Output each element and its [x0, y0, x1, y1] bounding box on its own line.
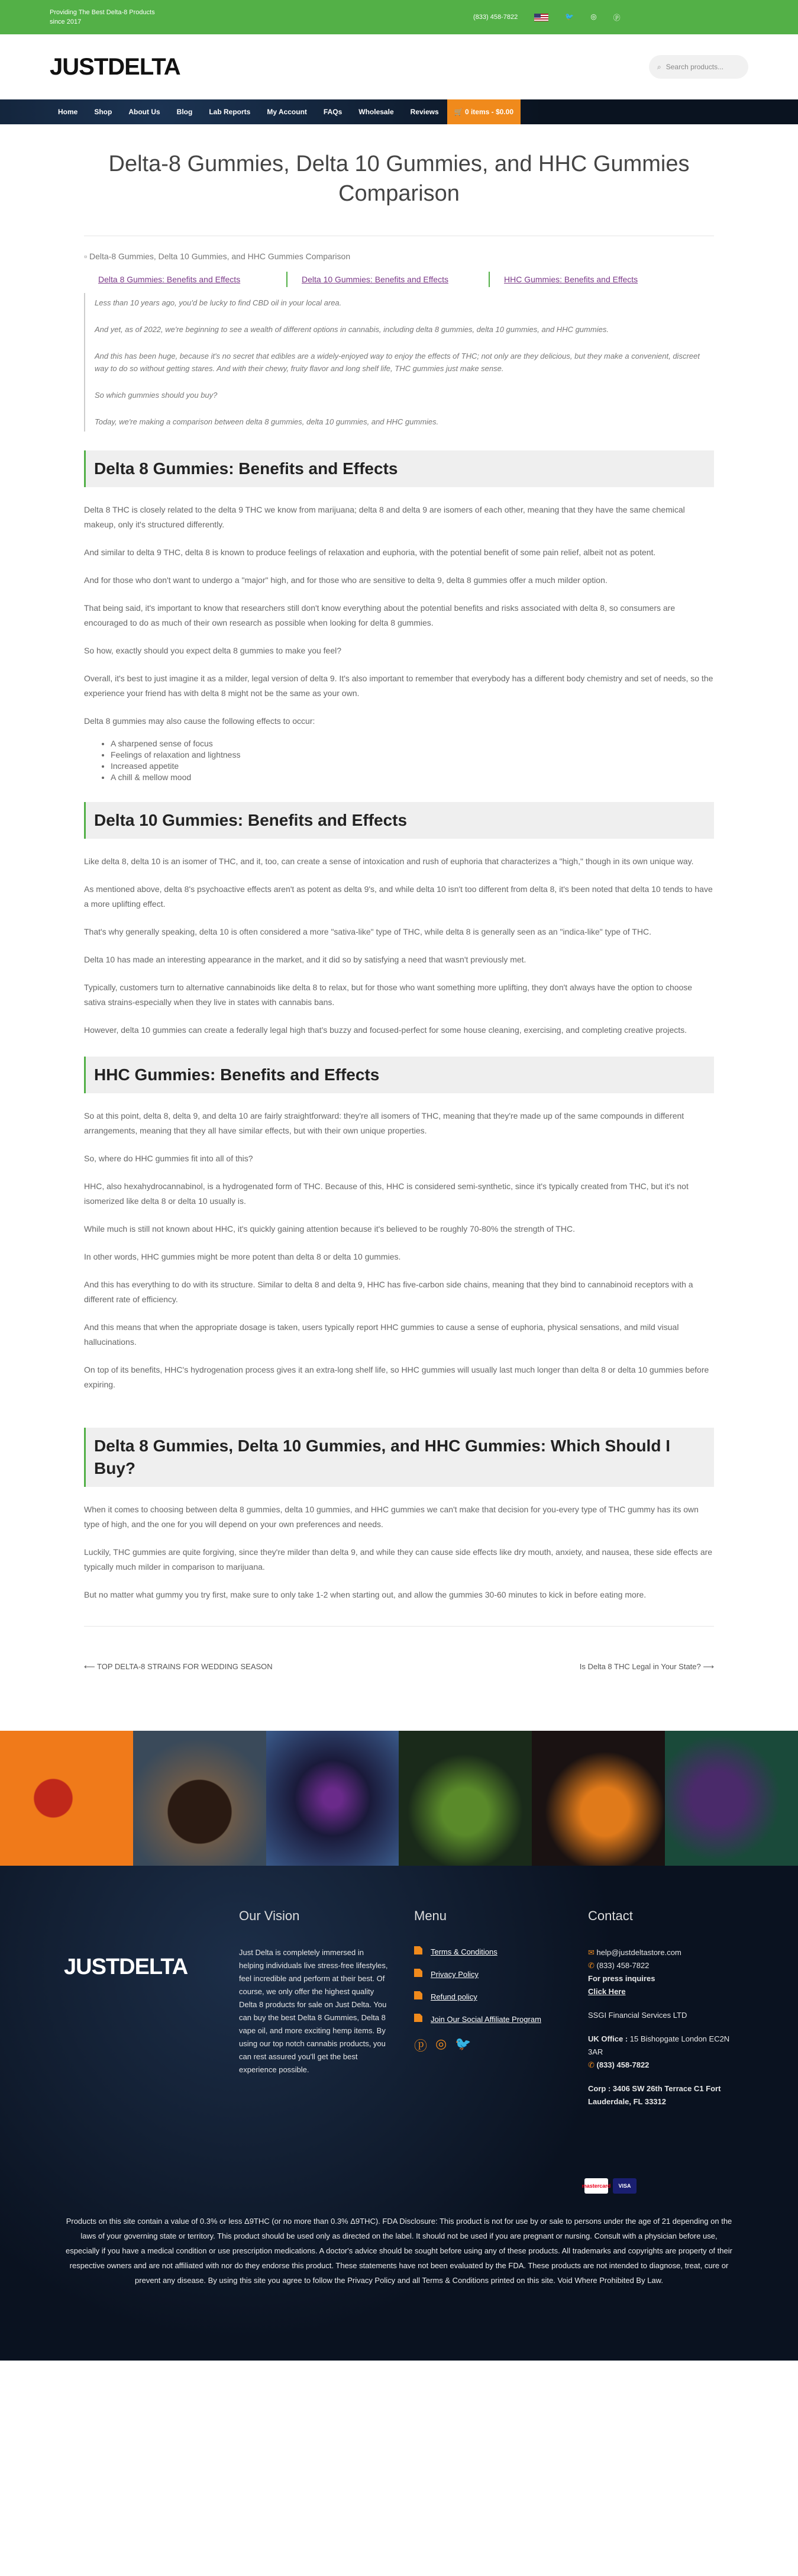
- cart-button[interactable]: [447, 99, 521, 124]
- top-phone[interactable]: (833) 458-7822: [473, 14, 518, 21]
- nav-wholesale[interactable]: Wholesale: [358, 108, 394, 116]
- section-heading: Delta 8 Gummies: Benefits and Effects: [84, 450, 714, 487]
- intro-p3: And this has been huge, because it's no secret that edibles are a widely-enjoyed way to enjoy the effects of THC; not only are they delicious, but they make a convenient, discreet way to do so without getting stares. And with their chewy, fruity flavor and long shelf life, THC gummies just make sense.: [95, 352, 700, 373]
- paragraph: Delta 8 gummies may also cause the following effects to occur:: [84, 716, 315, 726]
- document-icon: [414, 1946, 422, 1954]
- list-item: • A sharpened sense of focus: [111, 738, 714, 749]
- paragraph: While much is still not known about HHC, it's quickly gaining attention because it's believed to be roughly 70-80% the strength of THC.: [84, 1224, 575, 1234]
- paragraph: Typically, customers turn to alternative cannabinoids like delta 8 to relax, but for those who want something more uplifting, they don't always have the option to choose sativa strains-especially when they live in states with cannabis bans.: [84, 983, 693, 1007]
- gallery-image[interactable]: [133, 1731, 266, 1866]
- search-box[interactable]: [649, 55, 748, 79]
- paragraph: And similar to delta 9 THC, delta 8 is known to produce feelings of relaxation and euphoria, with the potential benefit of some pain relief, albeit not as potent.: [84, 548, 656, 557]
- section-delta-10: [84, 802, 714, 1038]
- twitter-icon[interactable]: 🐦: [455, 2036, 471, 2051]
- section-delta-8: [84, 450, 714, 783]
- arrow-right-icon: ⟶: [700, 1662, 714, 1671]
- logo[interactable]: JUSTDELTA: [50, 53, 180, 80]
- paragraph: When it comes to choosing between delta 8 gummies, delta 10 gummies, and HHC gummies we can't make that decision for you-every type of THC gummy has its own type of high, and the one for you will depend on your own preferences and needs.: [84, 1505, 699, 1529]
- footer-heading: Menu: [414, 1908, 447, 1923]
- paragraph: Delta 10 has made an interesting appearance in the market, and it did so by satisfying a need that wasn't previously met.: [84, 955, 526, 964]
- contact-phone[interactable]: (833) 458-7822: [596, 1961, 650, 1970]
- list-item: • Feelings of relaxation and lightness: [111, 749, 714, 761]
- paragraph: And this means that when the appropriate dosage is taken, users typically report HHC gummies to cause a sense of euphoria, physical sensations, and mild visual hallucinations.: [84, 1322, 679, 1347]
- cart-label: 0 items - $0.00: [464, 108, 513, 116]
- document-icon: [414, 1991, 422, 1999]
- prev-post-link[interactable]: [84, 1662, 273, 1672]
- pinterest-icon[interactable]: ⓟ: [613, 13, 621, 22]
- paragraph: So, where do HHC gummies fit into all of this?: [84, 1154, 253, 1163]
- site-header: [0, 34, 798, 99]
- paragraph: So at this point, delta 8, delta 9, and delta 10 are fairly straightforward: they're all isomers of THC, meaning that they're made up of the same compounds in different arrangements, meaning that they all have similar effects, but with their own unique properties.: [84, 1111, 684, 1135]
- next-post-link[interactable]: [580, 1662, 714, 1672]
- uk-phone[interactable]: (833) 458-7822: [596, 2060, 650, 2069]
- paragraph: In other words, HHC gummies might be more potent than delta 8 or delta 10 gummies.: [84, 1252, 401, 1261]
- intro-p5: Today, we're making a comparison between delta 8 gummies, delta 10 gummies, and HHC gummies.: [95, 417, 439, 426]
- footer-heading: Our Vision: [239, 1908, 300, 1923]
- section-which-to-buy: [84, 1428, 714, 1602]
- payment-methods: [581, 2178, 637, 2194]
- instagram-gallery: [0, 1731, 798, 1866]
- featured-image-alt: Delta-8 Gummies, Delta 10 Gummies, and HHC Gummies Comparison: [89, 252, 351, 261]
- nav-home[interactable]: Home: [58, 108, 78, 116]
- list-item: • Increased appetite: [111, 761, 714, 772]
- section-heading: HHC Gummies: Benefits and Effects: [84, 1057, 714, 1093]
- post-navigation: [84, 1626, 714, 1672]
- section-hhc: [84, 1057, 714, 1392]
- nav-lab-reports[interactable]: Lab Reports: [209, 108, 251, 116]
- email-icon: ✉: [588, 1948, 597, 1957]
- contact-email[interactable]: help@justdeltastore.com: [596, 1948, 681, 1957]
- intro-quote: [84, 293, 714, 432]
- nav-faqs[interactable]: FAQs: [323, 108, 343, 116]
- gallery-image[interactable]: [532, 1731, 665, 1866]
- cart-icon: 🛒: [454, 108, 465, 116]
- footer-social: [414, 2036, 544, 2055]
- paragraph: But no matter what gummy you try first, make sure to only take 1-2 when starting out, and allow the gummies 30-60 minutes to kick in before eating more.: [84, 1590, 647, 1599]
- top-bar: [0, 0, 798, 34]
- section-heading: Delta 10 Gummies: Benefits and Effects: [84, 802, 714, 839]
- instagram-icon[interactable]: ◎: [435, 2036, 447, 2051]
- paragraph: That being said, it's important to know that researchers still don't know everything about the potential benefits and risks associated with delta 8, so consumers are encouraged to do as much of their own research as possible when looking for delta 8 gummies.: [84, 603, 676, 627]
- gallery-image[interactable]: [0, 1731, 133, 1866]
- footer-heading: Contact: [588, 1908, 633, 1923]
- phone-icon: ✆: [588, 1961, 597, 1970]
- paragraph: On top of its benefits, HHC's hydrogenation process gives it an extra-long shelf life, so HHC gummies will usually last much longer than delta 8 or delta 10 gummies before expiring.: [84, 1365, 709, 1389]
- document-icon: [414, 2014, 422, 2022]
- paragraph: Luckily, THC gummies are quite forgiving, since they're milder than delta 9, and while they can cause side effects like dry mouth, anxiety, and nausea, these side effects are typically much milder in comparison to marijuana.: [84, 1547, 713, 1572]
- nav-shop[interactable]: Shop: [94, 108, 112, 116]
- footer-menu: [414, 1908, 544, 2055]
- press-label: For press inquires: [588, 1974, 655, 1983]
- document-icon: [414, 1969, 422, 1977]
- twitter-icon[interactable]: 🐦: [565, 12, 574, 21]
- effects-list: [111, 738, 714, 783]
- corp-address: Corp : 3406 SW 26th Terrace C1 Fort Lauderdale, FL 33312: [588, 2084, 721, 2106]
- nav-reviews[interactable]: Reviews: [410, 108, 439, 116]
- main-nav: [0, 99, 798, 124]
- paragraph: And for those who don't want to undergo a "major" high, and for those who are sensitive to delta 9, delta 8 gummies offer a much milder option.: [84, 575, 608, 585]
- toc-delta-10[interactable]: Delta 10 Gummies: Benefits and Effects: [302, 275, 448, 284]
- paragraph: And this has everything to do with its structure. Similar to delta 8 and delta 9, HHC has five-carbon side chains, meaning that they bind to cannabinoid receptors with a different rate of efficiency.: [84, 1280, 693, 1304]
- section-heading: Delta 8 Gummies, Delta 10 Gummies, and HHC Gummies: Which Should I Buy?: [84, 1428, 714, 1487]
- search-input[interactable]: Search products...: [665, 63, 724, 71]
- intro-p2: And yet, as of 2022, we're beginning to see a wealth of different options in cannabis, including delta 8 gummies, delta 10 gummies, and HHC gummies.: [95, 325, 609, 334]
- paragraph: However, delta 10 gummies can create a federally legal high that's buzzy and focused-perfect for some house cleaning, exercising, and completing creative projects.: [84, 1025, 687, 1035]
- instagram-icon[interactable]: ◎: [590, 12, 597, 21]
- press-link[interactable]: Click Here: [588, 1987, 626, 1996]
- featured-image: [84, 250, 714, 262]
- paragraph: HHC, also hexahydrocannabinol, is a hydrogenated form of THC. Because of this, HHC is considered semi-synthetic, since it's typically created from THC, but it's not isomerized like delta 8 or delta 10 usually is.: [84, 1181, 689, 1206]
- pinterest-icon[interactable]: ⓟ: [414, 2039, 428, 2053]
- company-name: SSGI Financial Services LTD: [588, 2011, 687, 2020]
- page-title: Delta-8 Gummies, Delta 10 Gummies, and HHC Gummies Comparison: [108, 152, 690, 206]
- menu-terms[interactable]: Terms & Conditions: [431, 1947, 497, 1956]
- list-item: • A chill & mellow mood: [111, 772, 714, 783]
- phone-icon: ✆: [588, 2060, 597, 2069]
- search-icon[interactable]: ⌕: [657, 62, 661, 71]
- paragraph: As mentioned above, delta 8's psychoactive effects aren't as potent as delta 9's, and while delta 10 isn't too different from delta 8, it's been noted that delta 10 tends to have a more uplifting effect.: [84, 884, 713, 909]
- paragraph: Delta 8 THC is closely related to the delta 9 THC we know from marijuana; delta 8 and delta 9 are isomers of each other, meaning that they have the same chemical makeup, only it's structured differently.: [84, 505, 685, 529]
- toc-hhc[interactable]: HHC Gummies: Benefits and Effects: [504, 275, 638, 284]
- footer-contact: [588, 1908, 730, 2108]
- visa-icon: VISA: [613, 2178, 637, 2194]
- vision-text: Just Delta is completely immersed in helping individuals live stress-free lifestyles, feel incredible and perform at their best. Of course, we only offer the highest quality Delta 8 products for sale on Just Delta. You can buy the best Delta 8 Gummies, Delta 8 vape oil, and more exciting hemp items. By using our top notch cannabis products, you can rest assured you'll get the best experience possible.: [239, 1948, 388, 2074]
- legal-disclaimer: Products on this site contain a value of 0.3% or less Δ9THC (or no more than 0.3% Δ9THC). FDA Disclosure: This product is not for use by or sale to persons under the age of 21 depending on the laws of your governing state or territory. This product should be used only as directed on the label. It should not be used if you are pregnant or nursing. Consult with a physician before use, especially if you have a medical condition or use prescription medications. A doctor's advice should be sought before using any of these products. All trademarks and copyrights are property of their respective owners and are not affiliated with nor do they endorse this product. These statements have not been evaluated by the FDA. These products are not intended to diagnose, treat, cure or prevent any disease. By using this site you agree to follow the Privacy Policy and all Terms & Conditions printed on this site. Void Where Prohibited By Law.: [66, 2217, 732, 2285]
- gallery-image[interactable]: [266, 1731, 399, 1866]
- uk-address: 15 Bishopgate London EC2N 3AR: [588, 2034, 730, 2056]
- menu-refund[interactable]: Refund policy: [431, 1992, 477, 2001]
- footer-logo[interactable]: JUSTDELTA: [64, 1954, 188, 1979]
- nav-my-account[interactable]: My Account: [267, 108, 307, 116]
- uk-label: UK Office :: [588, 2034, 628, 2043]
- mastercard-icon: mastercard: [584, 2178, 608, 2194]
- nav-blog[interactable]: Blog: [176, 108, 193, 116]
- broken-image-icon: ▫: [84, 252, 87, 261]
- menu-privacy[interactable]: Privacy Policy: [431, 1970, 479, 1979]
- footer-vision: [239, 1908, 390, 2076]
- intro-p4: So which gummies should you buy?: [95, 391, 218, 400]
- footer: [0, 1866, 798, 2361]
- paragraph: So how, exactly should you expect delta 8 gummies to make you feel?: [84, 646, 342, 655]
- gallery-image[interactable]: [665, 1731, 798, 1866]
- paragraph: That's why generally speaking, delta 10 is often considered a more "sativa-like" type of THC, while delta 8 is generally seen as an "indica-like" type of THC.: [84, 927, 651, 936]
- paragraph: Overall, it's best to just imagine it as a milder, legal version of delta 9. It's also important to remember that everybody has a different body chemistry and set of needs, so the experience your friend has with delta 8 might not be the same as your own.: [84, 674, 713, 698]
- menu-affiliate[interactable]: Join Our Social Affiliate Program: [431, 2015, 541, 2024]
- tagline: Providing The Best Delta-8 Products since 2017: [50, 9, 155, 25]
- toc-delta-8[interactable]: Delta 8 Gummies: Benefits and Effects: [98, 275, 241, 284]
- nav-about[interactable]: About Us: [128, 108, 160, 116]
- prev-post-title: TOP DELTA-8 STRAINS FOR WEDDING SEASON: [97, 1662, 273, 1671]
- article: [84, 124, 714, 1672]
- table-of-contents: [84, 272, 714, 287]
- next-post-title: Is Delta 8 THC Legal in Your State?: [579, 1662, 701, 1671]
- intro-p1: Less than 10 years ago, you'd be lucky to find CBD oil in your local area.: [95, 298, 342, 307]
- gallery-image[interactable]: [399, 1731, 532, 1866]
- arrow-left-icon: ⟵: [84, 1662, 98, 1671]
- paragraph: Like delta 8, delta 10 is an isomer of THC, and it, too, can create a sense of intoxication and rush of euphoria that characterizes a "high," though in its own unique way.: [84, 856, 694, 866]
- us-flag-icon[interactable]: [534, 14, 548, 21]
